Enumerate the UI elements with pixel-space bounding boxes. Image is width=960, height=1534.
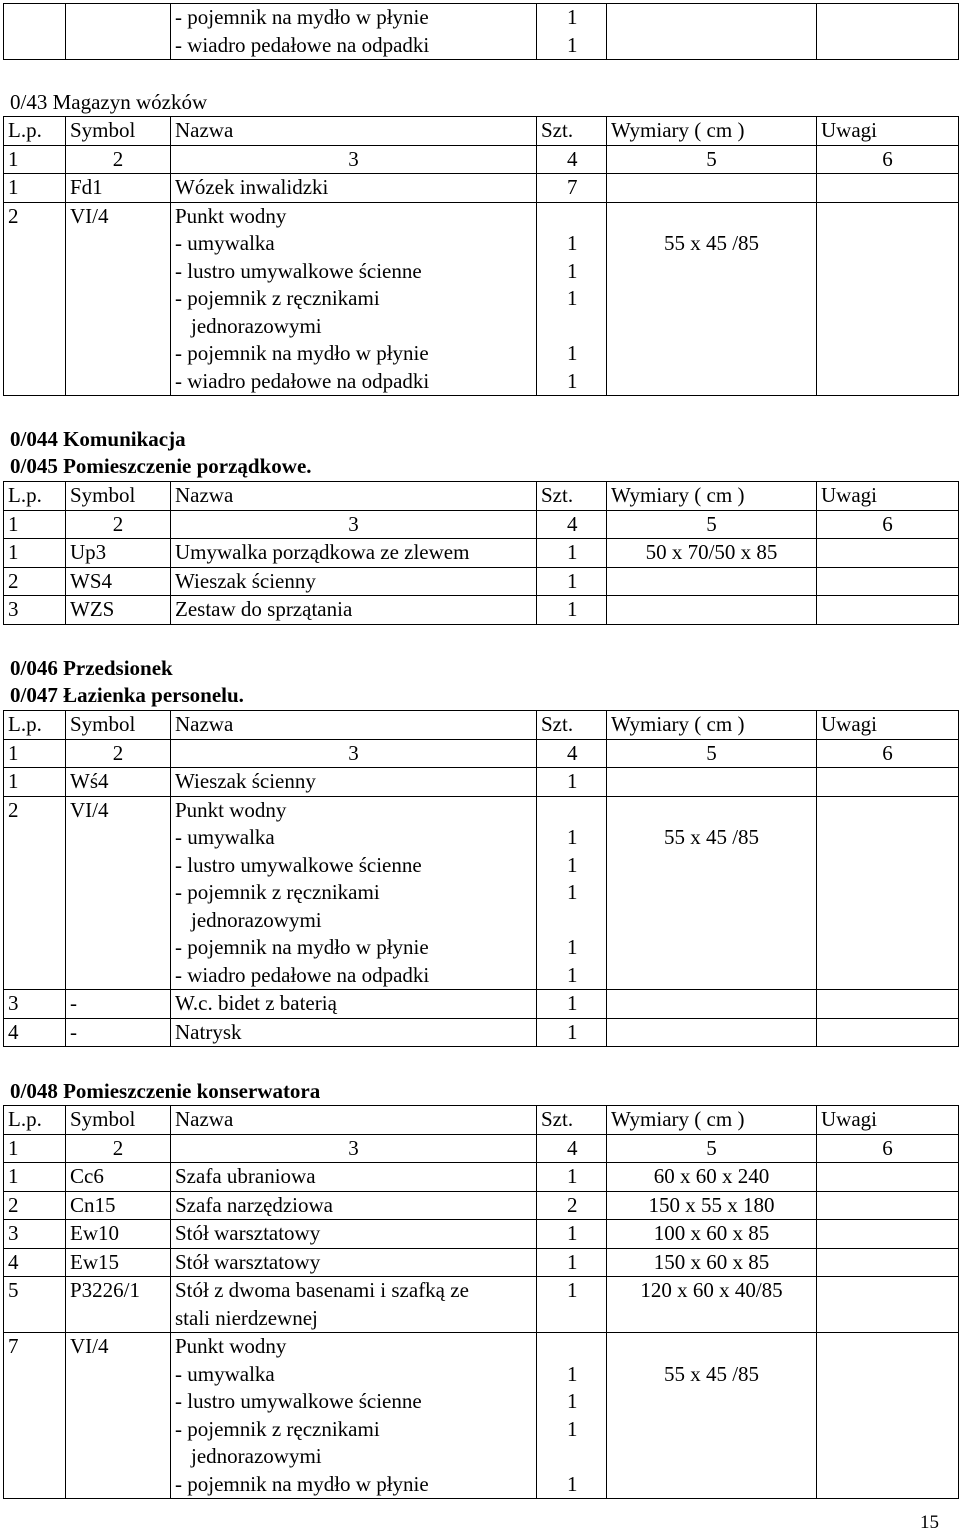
header-qty: Szt. (537, 1106, 607, 1135)
item-text: - wiadro pedałowe na odpadki (175, 962, 430, 987)
cell-lp: 1 (4, 768, 66, 797)
col-number: 1 (4, 145, 66, 174)
table-row (4, 202, 959, 396)
cell-symbol: Wś4 (66, 768, 171, 797)
header-dims: Wymiary ( cm ) (607, 1106, 817, 1135)
header-name: Nazwa (171, 1106, 537, 1135)
item-text: stali nierdzewnej (175, 1305, 318, 1330)
cell-lp: 1 (4, 539, 66, 568)
col-number: 5 (607, 145, 817, 174)
item-text: - umywalka (175, 825, 275, 849)
header-notes: Uwagi (817, 711, 959, 740)
table-header (4, 482, 959, 511)
column-numbers (4, 510, 959, 539)
header-symbol: Symbol (66, 117, 171, 146)
col-number: 4 (537, 739, 607, 768)
col-number: 6 (817, 739, 959, 768)
cell-lp: 1 (4, 174, 66, 203)
item-text: jednorazowymi (191, 1444, 322, 1468)
item-text: - lustro umywalkowe ścienne (175, 1389, 422, 1413)
header-qty: Szt. (537, 711, 607, 740)
col-number: 6 (817, 145, 959, 174)
cell-qty: 1 (537, 1018, 607, 1047)
cell-dims: 100 x 60 x 85 (607, 1220, 817, 1249)
cell-lp: 3 (4, 990, 66, 1019)
table-row (4, 4, 959, 60)
cell-name: Wieszak ścienny (171, 768, 537, 797)
cell-name: Stół warsztatowy (171, 1248, 537, 1277)
cell-qty: 1 (537, 596, 607, 625)
header-lp: L.p. (4, 1106, 66, 1135)
cell-lp: 7 (4, 1333, 66, 1499)
cell-name: W.c. bidet z baterią (171, 990, 537, 1019)
table-row (4, 1248, 959, 1277)
qty-value: 1 (567, 1416, 578, 1441)
item-text: jednorazowymi (191, 313, 322, 338)
header-name: Nazwa (171, 117, 537, 146)
cell-name: Zestaw do sprzątania (171, 596, 537, 625)
cell-qty: 1 (537, 1277, 607, 1333)
dims-value: 55 x 45 /85 (663, 1361, 760, 1386)
cell-qty: 1 (537, 539, 607, 568)
col-number: 5 (607, 1134, 817, 1163)
table-row (4, 1191, 959, 1220)
header-name: Nazwa (171, 482, 537, 511)
cell-symbol: Ew15 (66, 1248, 171, 1277)
header-name: Nazwa (171, 711, 537, 740)
item-text: - pojemnik na mydło w płynie (175, 1471, 429, 1496)
table-row (4, 1220, 959, 1249)
col-number: 3 (171, 1134, 537, 1163)
item-text: - pojemnik na mydło w płynie (175, 935, 429, 959)
table-0-045 (3, 481, 959, 625)
cell-symbol: VI/4 (66, 202, 171, 396)
col-number: 4 (537, 145, 607, 174)
column-numbers (4, 739, 959, 768)
item-text: - pojemnik z ręcznikami (175, 286, 380, 310)
cell-name: Stół warsztatowy (171, 1220, 537, 1249)
table-row (4, 174, 959, 203)
item-text: - lustro umywalkowe ścienne (175, 258, 422, 283)
cell-symbol: Cc6 (66, 1163, 171, 1192)
cell-name: Szafa narzędziowa (171, 1191, 537, 1220)
col-number: 5 (607, 739, 817, 768)
cell-lp: 4 (4, 1018, 66, 1047)
qty-value: 1 (567, 935, 578, 959)
cell-symbol: - (66, 990, 171, 1019)
dims-value: 55 x 45 /85 (663, 231, 760, 255)
section-title: 0/044 Komunikacja (10, 427, 186, 451)
table-row (4, 1333, 959, 1499)
table-row (4, 796, 959, 990)
qty-value: 1 (567, 825, 578, 849)
cell-lp: 4 (4, 1248, 66, 1277)
section-title: 0/047 Łazienka personelu. (10, 683, 244, 707)
cell-qty: 1 (537, 990, 607, 1019)
qty-value: 1 (567, 32, 578, 57)
cell-symbol: VI/4 (66, 796, 171, 990)
qty-value: 1 (567, 1471, 578, 1496)
col-number: 4 (537, 510, 607, 539)
col-number: 3 (171, 145, 537, 174)
item-text: Stół z dwoma basenami i szafką ze (175, 1278, 469, 1302)
item-text: - pojemnik na mydło w płynie (175, 5, 429, 29)
table-fragment (3, 3, 959, 60)
col-number: 2 (66, 510, 171, 539)
cell-name: Natrysk (171, 1018, 537, 1047)
cell-name: Umywalka porządkowa ze zlewem (171, 539, 537, 568)
cell-lp: 3 (4, 596, 66, 625)
header-lp: L.p. (4, 117, 66, 146)
table-row (4, 596, 959, 625)
cell-symbol: WZS (66, 596, 171, 625)
cell-lp: 1 (4, 1163, 66, 1192)
col-number: 2 (66, 1134, 171, 1163)
cell-symbol: WS4 (66, 567, 171, 596)
item-text: Punkt wodny (175, 1334, 287, 1358)
table-header (4, 711, 959, 740)
cell-dims: 150 x 60 x 85 (607, 1248, 817, 1277)
table-header (4, 117, 959, 146)
cell-symbol: Ew10 (66, 1220, 171, 1249)
page-number: 15 (920, 1512, 939, 1533)
item-text: - pojemnik z ręcznikami (175, 1416, 380, 1441)
cell-lp: 2 (4, 1191, 66, 1220)
cell-symbol: P3226/1 (66, 1277, 171, 1333)
header-symbol: Symbol (66, 711, 171, 740)
col-number: 4 (537, 1134, 607, 1163)
col-number: 3 (171, 739, 537, 768)
cell-qty: 7 (537, 174, 607, 203)
cell-dims: 120 x 60 x 40/85 (607, 1277, 817, 1333)
cell-symbol: VI/4 (66, 1333, 171, 1499)
col-number: 1 (4, 739, 66, 768)
table-0-43 (3, 116, 959, 396)
section-title: 0/046 Przedsionek (10, 656, 173, 680)
qty-value: 1 (567, 1361, 578, 1386)
col-number: 6 (817, 1134, 959, 1163)
qty-value: 1 (567, 286, 578, 310)
qty-value: 1 (567, 258, 578, 283)
header-qty: Szt. (537, 117, 607, 146)
item-text: - pojemnik z ręcznikami (175, 880, 380, 904)
table-0-048 (3, 1105, 959, 1499)
cell-qty: 2 (537, 1191, 607, 1220)
dims-value: 55 x 45 /85 (663, 825, 760, 849)
item-text: - pojemnik na mydło w płynie (175, 341, 429, 365)
item-text: - lustro umywalkowe ścienne (175, 852, 422, 877)
qty-value: 1 (567, 1389, 578, 1413)
qty-value: 1 (567, 231, 578, 255)
item-text: Punkt wodny (175, 203, 287, 228)
qty-value: 1 (567, 880, 578, 904)
cell-dims: 150 x 55 x 180 (607, 1191, 817, 1220)
header-dims: Wymiary ( cm ) (607, 711, 817, 740)
cell-qty: 1 (537, 768, 607, 797)
cell-symbol: Up3 (66, 539, 171, 568)
item-text: jednorazowymi (191, 907, 322, 932)
cell-lp: 2 (4, 796, 66, 990)
cell-lp: 2 (4, 567, 66, 596)
table-row (4, 567, 959, 596)
cell-lp: 5 (4, 1277, 66, 1333)
col-number: 3 (171, 510, 537, 539)
cell-symbol: Fd1 (66, 174, 171, 203)
header-lp: L.p. (4, 711, 66, 740)
table-row (4, 1018, 959, 1047)
cell-lp: 2 (4, 202, 66, 396)
table-row (4, 1277, 959, 1333)
table-header (4, 1106, 959, 1135)
header-dims: Wymiary ( cm ) (607, 482, 817, 511)
header-dims: Wymiary ( cm ) (607, 117, 817, 146)
cell-name: Szafa ubraniowa (171, 1163, 537, 1192)
section-title: 0/048 Pomieszczenie konserwatora (10, 1079, 321, 1103)
item-text: Punkt wodny (175, 797, 287, 822)
cell-qty: 1 (537, 1163, 607, 1192)
cell-symbol: Cn15 (66, 1191, 171, 1220)
section-title: 0/43 Magazyn wózków (10, 90, 208, 114)
cell-symbol: - (66, 1018, 171, 1047)
column-numbers (4, 145, 959, 174)
cell-qty: 1 (537, 1220, 607, 1249)
qty-value: 1 (567, 962, 578, 987)
table-row (4, 768, 959, 797)
cell-qty: 1 (537, 567, 607, 596)
col-number: 5 (607, 510, 817, 539)
header-notes: Uwagi (817, 117, 959, 146)
qty-value: 1 (567, 5, 578, 29)
header-notes: Uwagi (817, 482, 959, 511)
col-number: 1 (4, 510, 66, 539)
header-symbol: Symbol (66, 1106, 171, 1135)
item-text: - umywalka (175, 231, 275, 255)
table-row (4, 990, 959, 1019)
col-number: 2 (66, 739, 171, 768)
item-text: - wiadro pedałowe na odpadki (175, 32, 430, 57)
col-number: 2 (66, 145, 171, 174)
header-lp: L.p. (4, 482, 66, 511)
cell-dims: 50 x 70/50 x 85 (607, 539, 817, 568)
item-text: - wiadro pedałowe na odpadki (175, 368, 430, 393)
qty-value: 1 (567, 852, 578, 877)
cell-qty: 1 (537, 1248, 607, 1277)
col-number: 1 (4, 1134, 66, 1163)
qty-value: 1 (567, 341, 578, 365)
header-notes: Uwagi (817, 1106, 959, 1135)
table-0-047 (3, 710, 959, 1047)
header-symbol: Symbol (66, 482, 171, 511)
cell-name: Wieszak ścienny (171, 567, 537, 596)
cell-lp: 3 (4, 1220, 66, 1249)
cell-name: Wózek inwalidzki (171, 174, 537, 203)
qty-value: 1 (567, 368, 578, 393)
item-text: - umywalka (175, 1361, 275, 1386)
header-qty: Szt. (537, 482, 607, 511)
table-row (4, 1163, 959, 1192)
table-row (4, 539, 959, 568)
section-title: 0/045 Pomieszczenie porządkowe. (10, 454, 312, 478)
cell-dims: 60 x 60 x 240 (607, 1163, 817, 1192)
col-number: 6 (817, 510, 959, 539)
column-numbers (4, 1134, 959, 1163)
